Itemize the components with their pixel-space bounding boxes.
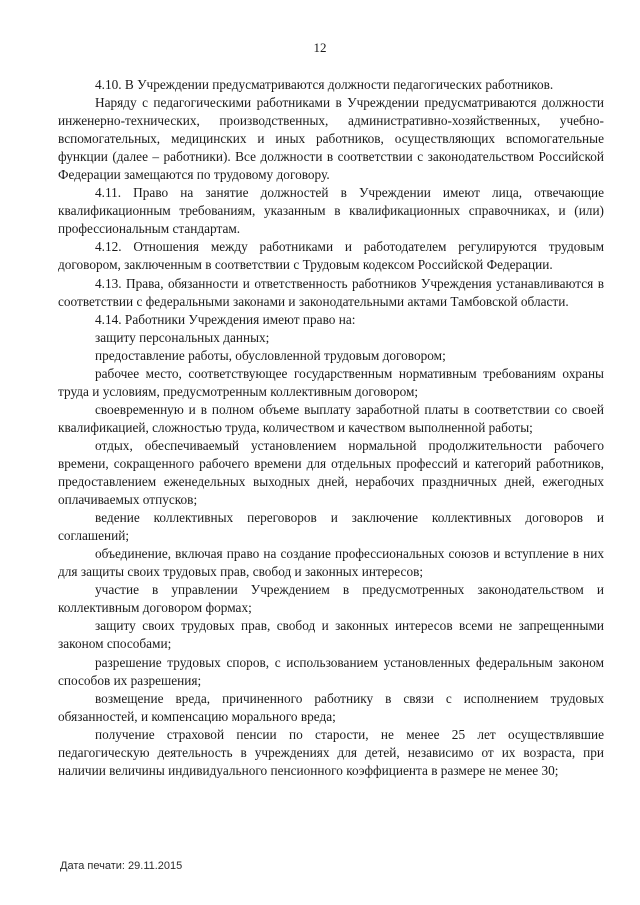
paragraph-staff-positions: Наряду с педагогическими работниками в Учреждении предусматриваются должности инженерно-технических, производственных, административно-хозяйственных, учебно-вспомогательных, медицинских и иных работников, осуществляющих вспомогательные функции (далее – работники). Все должности в соответствии с законодательством Российской Федерации замещаются по трудовому договору.: [58, 95, 604, 183]
list-item: отдых, обеспечиваемый установлением нормальной продолжительности рабочего времени, сокращенного рабочего времени для отдельных профессий и категорий работников, предоставлением еженедельных выходных дней, нерабочих праздничных дней, ежегодных оплачиваемых отпусков;: [58, 437, 604, 508]
print-date-footer: Дата печати: 29.11.2015: [60, 860, 183, 872]
paragraph-4-12: 4.12. Отношения между работниками и работодателем регулируются трудовым договором, заключенным в соответствии с Трудовым кодексом Российской Федерации.: [58, 239, 604, 273]
list-item: разрешение трудовых споров, с использованием установленных федеральным законом способов их разрешения;: [58, 654, 604, 688]
list-item: защиту своих трудовых прав, свобод и законных интересов всеми не запрещенными законом способами;: [58, 618, 604, 652]
list-item: ведение коллективных переговоров и заключение коллективных договоров и соглашений;: [58, 510, 604, 544]
list-item: получение страховой пенсии по старости, не менее 25 лет осуществлявшие педагогическую деятельность в учреждениях для детей, независимо от их возраста, при наличии величины индивидуального пенсионного коэффициента в размере не менее 30;: [58, 726, 604, 778]
paragraph-4-10: 4.10. В Учреждении предусматриваются должности педагогических работников.: [95, 77, 554, 92]
document-body: [58, 76, 604, 780]
paragraph-4-11: 4.11. Право на занятие должностей в Учреждении имеют лица, отвечающие квалификационным требованиям, указанным в квалификационных справочниках, и (или) профессиональным стандартам.: [58, 185, 604, 237]
list-item: защиту персональных данных;: [95, 329, 270, 345]
paragraph-4-13: 4.13. Права, обязанности и ответственность работников Учреждения устанавливаются в соответствии с федеральными законами и законодательными актами Тамбовской области.: [58, 275, 604, 309]
paragraph-4-14: 4.14. Работники Учреждения имеют право на:: [95, 311, 356, 327]
list-item: объединение, включая право на создание профессиональных союзов и вступление в них для защиты своих трудовых прав, свобод и законных интересов;: [58, 546, 604, 580]
list-item: возмещение вреда, причиненного работнику в связи с исполнением трудовых обязанностей, и компенсацию морального вреда;: [58, 690, 604, 724]
list-item: участие в управлении Учреждением в предусмотренных законодательством и коллективным договором формах;: [58, 582, 604, 616]
list-item: предоставление работы, обусловленной трудовым договором;: [95, 347, 446, 363]
list-item: своевременную и в полном объеме выплату заработной платы в соответствии со своей квалификацией, сложностью труда, количеством и качеством выполненной работы;: [58, 401, 604, 435]
page-number: 12: [313, 40, 327, 55]
list-item: рабочее место, соответствующее государственным нормативным требованиям охраны труда и условиям, предусмотренным коллективным договором;: [58, 365, 604, 399]
